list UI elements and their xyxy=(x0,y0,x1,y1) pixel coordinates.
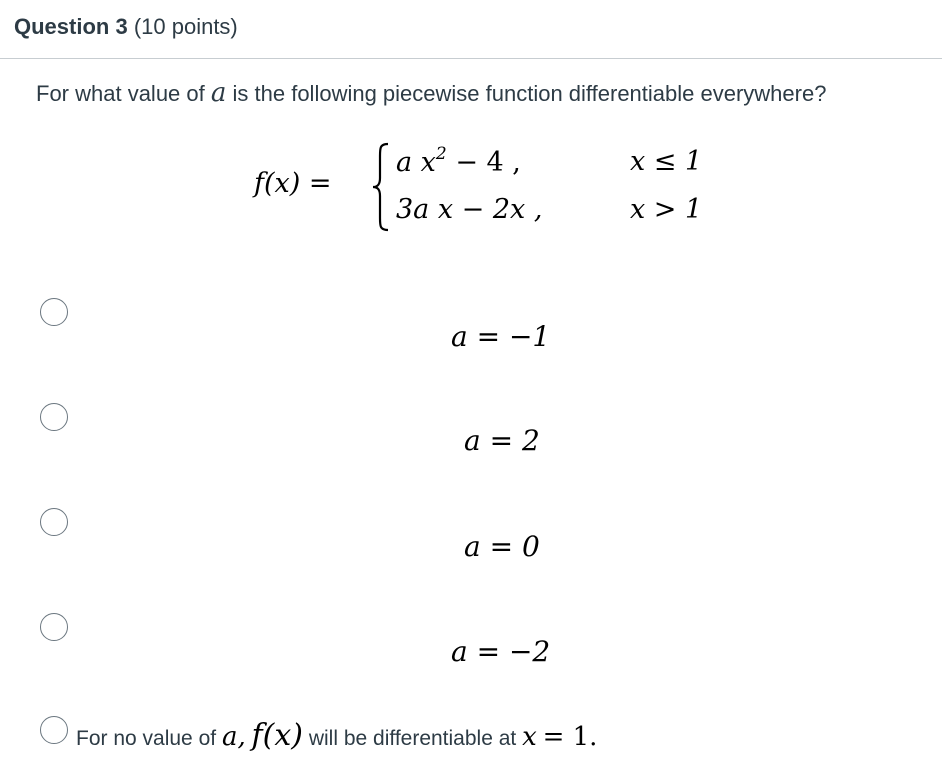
case1-exponent: 2 xyxy=(435,144,447,164)
option-2-radio[interactable] xyxy=(40,403,68,431)
header-divider xyxy=(0,58,942,59)
option-5-middle: will be differentiable at xyxy=(308,727,517,750)
option-3-radio[interactable] xyxy=(40,508,68,536)
option-4-label[interactable]: a = −2 xyxy=(451,635,551,668)
prompt-variable: a xyxy=(210,78,227,108)
question-title: Question 3 xyxy=(14,14,128,39)
question-header xyxy=(14,14,238,40)
option-1-radio[interactable] xyxy=(40,298,68,326)
case2-condition: x > 1 xyxy=(630,194,703,225)
case1-expr-main: a x xyxy=(396,147,436,178)
option-5-eq: = 1. xyxy=(542,722,598,752)
function-lhs xyxy=(254,168,332,199)
option-3-label[interactable]: a = 0 xyxy=(464,530,540,563)
option-4-radio[interactable] xyxy=(40,613,68,641)
option-5-fx: f(x) xyxy=(251,718,303,753)
case1-expr-rest: − 4 , xyxy=(446,147,521,178)
option-5-var-x: x xyxy=(522,722,537,752)
prompt-text-before: For what value of xyxy=(36,81,205,106)
option-5-var-a: a, xyxy=(221,722,246,752)
prompt-text-after: is the following piecewise function differentiable everywhere? xyxy=(232,81,827,106)
option-5-label[interactable] xyxy=(76,718,597,753)
case1-expression xyxy=(396,146,521,178)
option-5-prefix: For no value of xyxy=(76,727,217,750)
function-lhs-text: f(x) = xyxy=(254,168,332,199)
case1-condition: x ≤ 1 xyxy=(630,146,703,177)
question-points: (10 points) xyxy=(133,14,238,39)
piecewise-function xyxy=(254,138,734,238)
option-2-label[interactable]: a = 2 xyxy=(464,424,540,457)
option-5-radio[interactable] xyxy=(40,716,68,744)
question-prompt xyxy=(36,78,826,108)
case2-expression: 3a x − 2x , xyxy=(396,194,543,225)
left-brace xyxy=(370,142,392,232)
option-1-label[interactable]: a = −1 xyxy=(451,320,551,353)
